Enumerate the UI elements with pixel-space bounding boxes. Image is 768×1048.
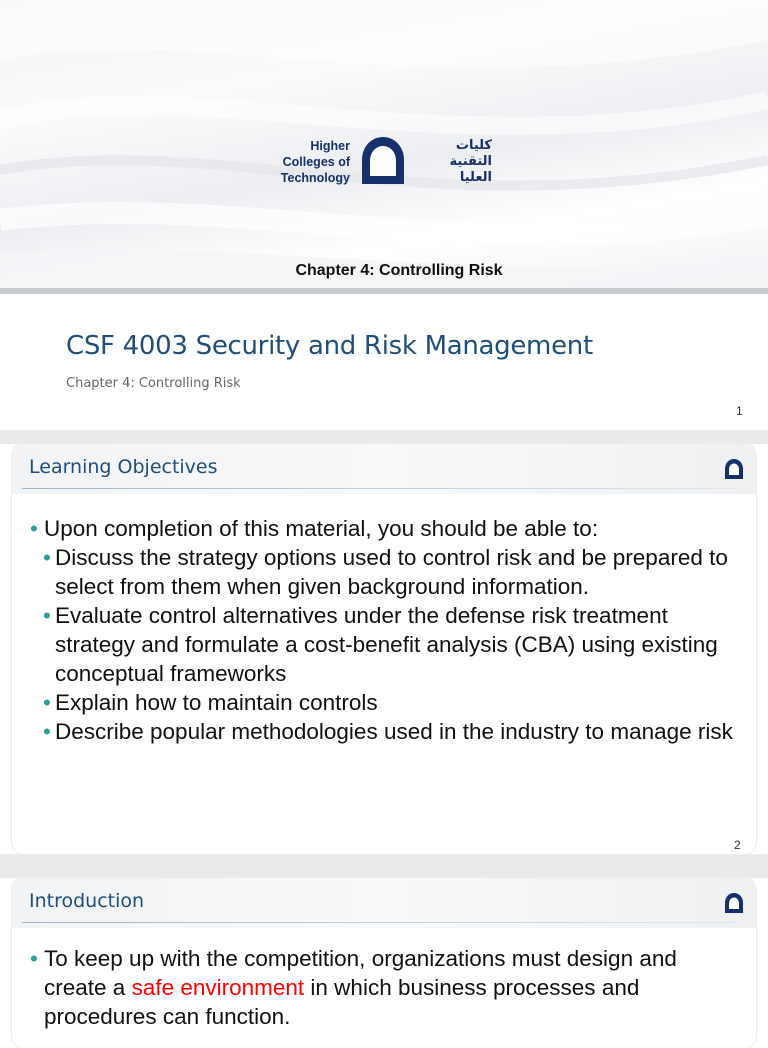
hct-arch-logo-icon [358,134,408,186]
bullet-intro: • Upon completion of this material, you should be able to: [30,514,736,543]
bullet-item [30,944,730,1031]
logo-line: Colleges of [282,155,350,169]
learning-objectives-slide [12,444,756,854]
logo-line: العليا [459,170,492,185]
header-rule [22,922,736,923]
page-number: 1 [736,404,743,418]
logo-line: Technology [280,171,350,185]
course-subtitle: Chapter 4: Controlling Risk [66,376,241,391]
logo-line: Higher [310,139,350,153]
highlight-text: safe environment [131,975,305,1000]
title-slide [0,0,768,430]
logo-english-text [272,138,350,186]
objective-item: • Discuss the strategy options used to control risk and be prepared to select from them when given background information. [30,543,736,601]
hct-arch-icon [723,892,745,914]
objective-item: • Evaluate control alternatives under the defense risk treatment strategy and formulate a cost-benefit analysis (CBA) using existing conceptual frameworks [30,601,736,688]
slide-gap [0,854,768,878]
bullet-text: To keep up with the competition, organizations must design and create a [44,946,677,1000]
chapter-banner: Chapter 4: Controlling Risk [295,262,503,279]
divider-bar [0,288,768,294]
logo-line: التقنية [449,154,492,169]
course-title: CSF 4003 Security and Risk Management [66,331,593,361]
objective-item: • Explain how to maintain controls [30,688,736,717]
hct-arch-icon [723,458,745,480]
objective-item: • Describe popular methodologies used in the industry to manage risk [30,717,736,746]
page-number: 2 [734,838,741,852]
logo-arabic-text [416,138,492,186]
slide-gap [0,430,768,444]
bullet-text: in which business processes and procedures can function. [44,975,640,1029]
slide-title: Learning Objectives [29,456,218,478]
introduction-slide [12,878,756,1048]
hct-logo [272,134,492,190]
header-rule [22,488,736,489]
logo-line: كليات [455,138,492,153]
slide-title: Introduction [29,890,145,912]
objectives-body [30,514,736,746]
introduction-body [30,944,730,1031]
